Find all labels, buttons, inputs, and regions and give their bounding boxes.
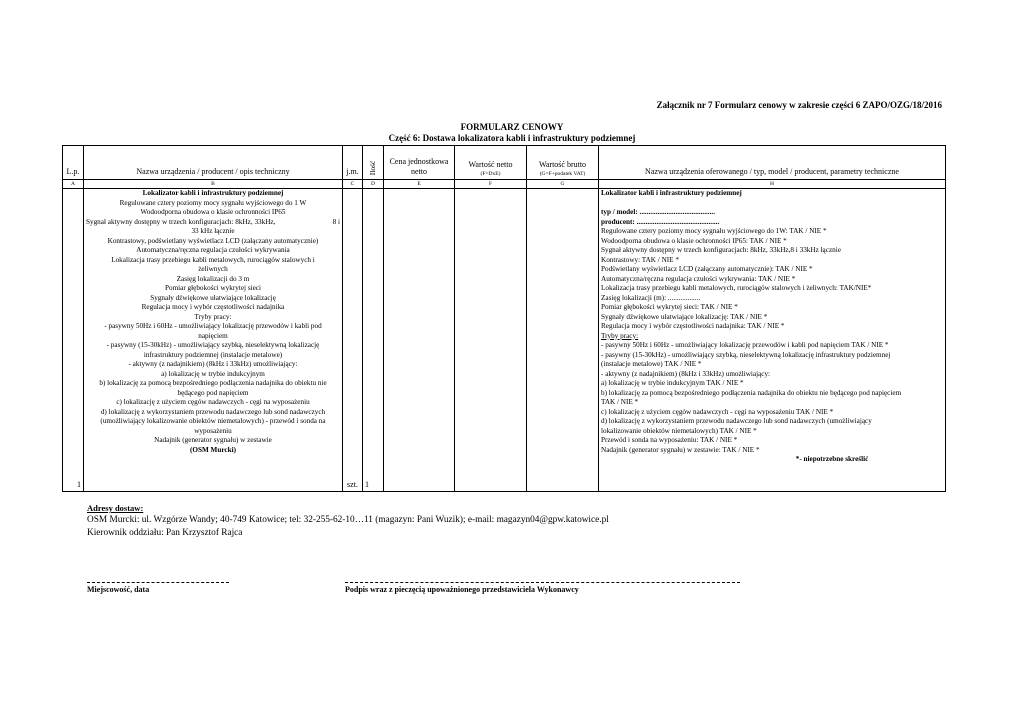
desc-line: Kontrastowy, podświetlany wyświetlacz LCD (załączany automatycznie): [107, 236, 319, 245]
place-date-label: Miejscowość, data: [87, 585, 150, 594]
column-letter: H: [599, 180, 946, 189]
header-offered: Nazwa urządzenia oferowanego / typ, model / producent, parametry techniczne: [599, 146, 946, 180]
delivery-address: OSM Murcki: ul. Wzgórze Wandy; 40-749 Katowice; tel: 32-255-62-10…11 (magazyn: Pani Wuzik); e-mail: magazyn04@gpw.katowice.pl: [87, 515, 609, 526]
signature-label: Podpis wraz z pieczęcią upoważnionego przedstawiciela Wykonawcy: [345, 585, 579, 594]
offer-line: producent: ..............................................: [601, 217, 720, 226]
desc-line: będącego pod napięciem: [177, 388, 249, 397]
unit-price-cell[interactable]: [384, 189, 455, 492]
offer-line: [601, 199, 943, 209]
annex-header: Załącznik nr 7 Formularz cenowy w zakresie części 6 ZAPO/OZG/18/2016: [656, 100, 942, 110]
form-subtitle: Część 6: Dostawa lokalizatora kabli i infrastruktury podziemnej: [388, 133, 636, 143]
desc-line: Sygnały dźwiękowe ułatwiające lokalizację: [150, 293, 276, 302]
form-title: FORMULARZ CENOWY: [460, 122, 564, 132]
header-net-formula: (F=DxE): [480, 170, 501, 177]
offer-line: Nadajnik (generator sygnału) w zestawie: TAK / NIE *: [601, 445, 760, 454]
desc-line: Nadajnik (generator sygnału) w zestawie: [154, 436, 272, 444]
desc-line: Regulacja mocy i wybór częstotliwości nadajnika: [141, 303, 285, 311]
desc-line: - aktywny (z nadajnikiem) (8kHz i 33kHz) umożliwiający:: [128, 360, 298, 368]
offer-line: - pasywny (15-30kHz) - umożliwiający szybką, nieselektywną lokalizację infrastruktury podziemnej: [601, 350, 891, 359]
row-qty: 1: [363, 189, 384, 492]
offer-line: Przewód i sonda na wyposażeniu: TAK / NIE *: [601, 436, 738, 444]
header-unit-price: Cena jednostkowa netto: [384, 146, 455, 180]
desc-line: Zasięg lokalizacji do 3 m: [176, 274, 250, 283]
table-row: [63, 189, 946, 492]
header-gross-formula: (G=F+podatek VAT): [539, 170, 586, 177]
desc-line: infrastruktury podziemnej (instalacje metalowe): [143, 350, 283, 359]
offer-line: Pomiar głębokości wykrytej sieci: TAK / NIE *: [601, 303, 738, 311]
desc-line: Automatyczna/ręczna regulacja czułości wykrywania: [136, 246, 290, 254]
desc-line: żeliwnych: [198, 265, 228, 273]
offer-line: c) lokalizację z użyciem cęgów nadawczych - cęgi na wyposażeniu TAK / NIE *: [601, 407, 834, 416]
offer-line: b) lokalizację za pomocą bezpośredniego podłączenia nadajnika do obiektu nie będącego pod napięciem: [601, 388, 902, 397]
offer-line: (instalacje metalowe) TAK / NIE *: [601, 360, 702, 368]
desc-line: napięciem: [198, 331, 228, 340]
row-offer: [599, 189, 946, 492]
row-description: [84, 189, 343, 492]
delivery-section: [87, 503, 609, 540]
delivery-manager: Kierownik oddziału: Pan Krzysztof Rajca: [87, 528, 243, 539]
desc-line: a) lokalizację w trybie indukcyjnym: [161, 369, 265, 378]
desc-line: - pasywny 50Hz i 60Hz - umożliwiający lokalizację przewodów i kabli pod: [104, 322, 322, 330]
desc-line: Lokalizator kabli i infrastruktury podziemnej: [142, 189, 284, 197]
desc-line: (umożliwiający lokalizowanie obiektów niemetalowych) - przewód i sonda na: [100, 417, 326, 425]
header-gross-value: Wartość brutto (G=F+podatek VAT): [527, 146, 599, 180]
offer-line: Lokalizator kabli i infrastruktury podziemnej: [601, 189, 742, 197]
desc-line: wyposażeniu: [194, 426, 232, 435]
table-header-row: [63, 146, 946, 180]
header-unit: j.m.: [343, 146, 363, 180]
header-lp: L.p.: [63, 146, 84, 180]
desc-line: Pomiar głębokości wykrytej sieci: [164, 284, 261, 292]
column-letter: A: [63, 180, 84, 189]
offer-line: Regulowane cztery poziomy mocy sygnału wyjściowego do 1W: TAK / NIE *: [601, 227, 827, 235]
footnote-line: *- niepotrzebne skreślić: [795, 455, 869, 463]
offer-line: Wodoodporna obudowa o klasie ochronności IP65: TAK / NIE *: [601, 236, 787, 245]
column-letter: G: [527, 180, 599, 189]
offer-line: Regulacja mocy i wybór częstotliwości nadajnika: TAK / NIE *: [601, 322, 785, 330]
net-value-cell[interactable]: [455, 189, 527, 492]
gross-value-cell[interactable]: [527, 189, 599, 492]
row-lp: 1: [63, 189, 84, 492]
desc-line: - pasywny (15-30kHz) - umożliwiający szybką, nieselektywną lokalizację: [106, 341, 320, 349]
desc-line: Tryby pracy:: [194, 312, 232, 321]
offer-line: - pasywny 50Hz i 60Hz - umożliwiający lokalizację przewodów i kabli pod napięciem TAK / NIE *: [601, 341, 889, 349]
offer-line: Podświetlany wyświetlacz LCD (załączany automatycznie): TAK / NIE *: [601, 265, 813, 273]
column-letter: B: [84, 180, 343, 189]
place-date-line[interactable]: [87, 582, 229, 583]
offer-line: d) lokalizację z wykorzystaniem przewodu nadawczego lub sond nadawczych (umożliwiający: [601, 417, 872, 425]
offer-line: Zasięg lokalizacji (m): ..................: [601, 293, 701, 302]
offer-line: a) lokalizację w trybie indukcyjnym TAK / NIE *: [601, 379, 744, 387]
desc-line: Wodoodporna obudowa o klasie ochronności IP65: [140, 208, 286, 216]
desc-line: c) lokalizację z użyciem cęgów nadawczych - cęgi na wyposażeniu: [116, 398, 310, 406]
desc-line: b) lokalizację za pomocą bezpośredniego podłączenia nadajnika do obiektu nie: [99, 379, 327, 387]
row-unit: szt.: [343, 189, 363, 492]
offer-line: Tryby pracy:: [601, 331, 639, 340]
column-letter-row: [63, 180, 946, 189]
offer-line: typ / model: ..........................................: [601, 208, 715, 216]
offer-line: Automatyczna/ręczna regulacja czułości wykrywania: TAK / NIE *: [601, 274, 796, 283]
price-table: [62, 145, 946, 492]
offer-line: Kontrastowy: TAK / NIE *: [601, 255, 679, 264]
column-letter: C: [343, 180, 363, 189]
desc-line: Sygnał aktywny dostępny w trzech konfiguracjach: 8kHz, 33kHz, 8 i: [86, 217, 340, 226]
offer-line: lokalizowanie obiektów niemetalowych) TAK / NIE *: [601, 426, 757, 435]
offer-line: TAK / NIE *: [601, 398, 639, 406]
header-net-value: Wartość netto (F=DxE): [455, 146, 527, 180]
desc-line: Lokalizacja trasy przebiegu kabli metalowych, rurociągów stalowych i: [111, 255, 315, 264]
header-name: Nazwa urządzenia / producent / opis techniczny: [84, 146, 343, 180]
header-qty: Ilość: [363, 146, 384, 180]
desc-line: d) lokalizację z wykorzystaniem przewodu nadawczego lub sond nadawczych: [100, 407, 326, 416]
offer-line: Sygnał aktywny dostępny w trzech konfiguracjach: 8kHz, 33kHz,8 i 33kHz łącznie: [601, 246, 841, 254]
signature-line[interactable]: [345, 582, 740, 583]
column-letter: E: [384, 180, 455, 189]
desc-line: (OSM Murcki): [190, 445, 236, 454]
offer-line: Lokalizacja trasy przebiegu kabli metalowych, rurociągów stalowych i żeliwnych: TAK/NIE*: [601, 284, 872, 292]
column-letter: D: [363, 180, 384, 189]
offer-line: - aktywny (z nadajnikiem) (8kHz i 33kHz) umożliwiający:: [601, 369, 771, 378]
desc-line: 33 kHz łącznie: [191, 227, 235, 235]
column-letter: F: [455, 180, 527, 189]
delivery-heading: Adresy dostaw:: [87, 503, 144, 513]
offer-line: Sygnały dźwiękowe ułatwiające lokalizację: TAK / NIE *: [601, 312, 768, 321]
desc-line: Regulowane cztery poziomy mocy sygnału wyjściowego do 1 W: [119, 198, 307, 207]
